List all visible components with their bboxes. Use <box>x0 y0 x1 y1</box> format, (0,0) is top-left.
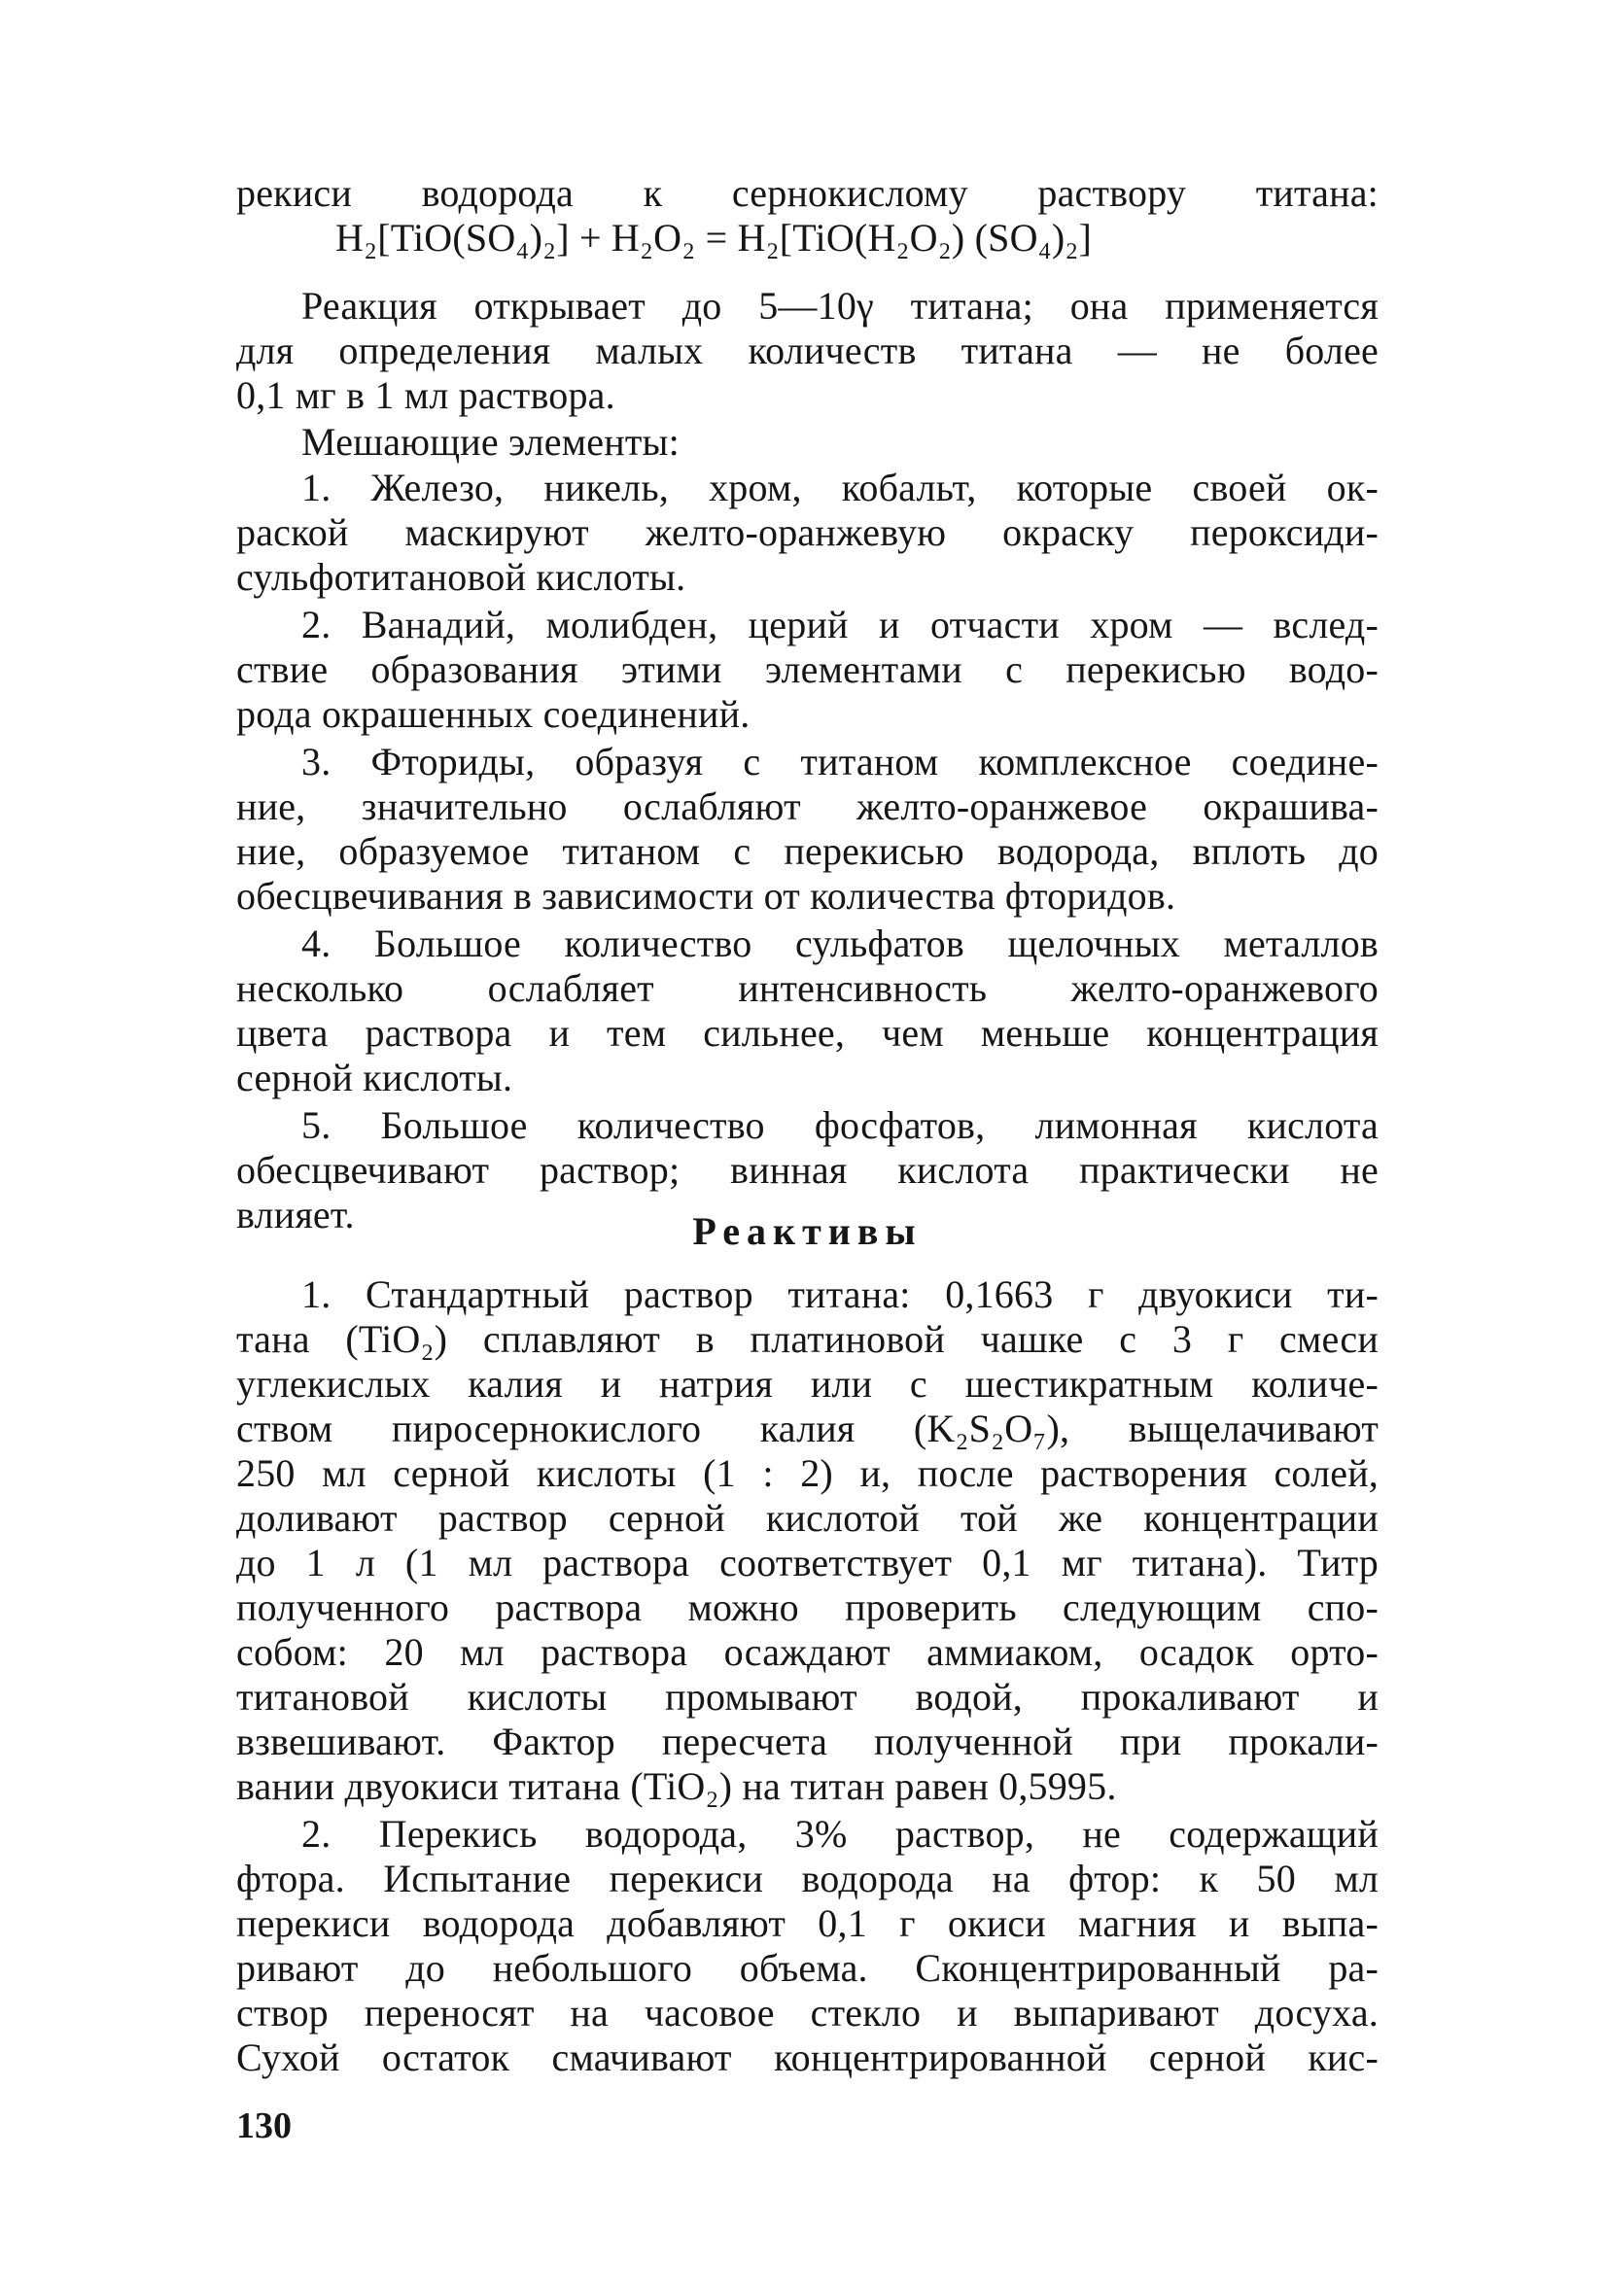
text-line-15: ние, образуемое титаном с перекисью водорода, вплоть до <box>236 830 1379 873</box>
text-line-26: тана (TiO₂) сплавляют в платиновой чашке с 3 г смеси <box>236 1318 1379 1361</box>
text-line-03: Реакция открывает до 5—10γ титана; она применяется <box>301 285 1379 328</box>
text-line-08: раской маскируют желто-оранжевую окраску пероксиди- <box>236 511 1379 554</box>
text-line-27: углекислых калия и натрия или с шестикратным количе- <box>236 1363 1379 1406</box>
text-line-38: фтора. Испытание перекиси водорода на фтор: к 50 мл <box>236 1858 1379 1900</box>
text-line-10: 2. Ванадий, молибден, церий и отчасти хром — вслед- <box>301 604 1379 646</box>
text-line-06: Мешающие элементы: <box>301 421 680 464</box>
text-line-29: 250 мл серной кислоты (1 : 2) и, после растворения солей, <box>236 1452 1379 1495</box>
text-line-14: ние, значительно ослабляют желто-оранжевое окрашива- <box>236 785 1379 828</box>
chemical-equation: H₂[TiO(SO₄)₂] + H₂O₂ = H₂[TiO(H₂O₂) (SO₄)₂] <box>335 217 1093 260</box>
text-line-11: ствие образования этими элементами с перекисью водо- <box>236 648 1379 691</box>
text-line-04: для определения малых количеств титана — не более <box>236 330 1379 372</box>
text-line-39: перекиси водорода добавляют 0,1 г окиси магния и выпа- <box>236 1902 1379 1945</box>
text-line-17: 4. Большое количество сульфатов щелочных металлов <box>301 922 1379 965</box>
text-line-30: доливают раствор серной кислотой той же концентрации <box>236 1497 1379 1540</box>
text-line-07: 1. Железо, никель, хром, кобальт, которые своей ок- <box>301 467 1379 509</box>
text-line-18: несколько ослабляет интенсивность желто-оранжевого <box>236 967 1379 1010</box>
text-line-41: створ переносят на часовое стекло и выпаривают досуха. <box>236 1992 1379 2035</box>
text-line-20: серной кислоты. <box>236 1057 513 1099</box>
text-line-35: взвешивают. Фактор пересчета полученной при прокали- <box>236 1721 1379 1763</box>
text-line-09: сульфотитановой кислоты. <box>236 556 686 599</box>
text-line-31: до 1 л (1 мл раствора соответствует 0,1 мг титана). Титр <box>236 1542 1379 1584</box>
text-line-21: 5. Большое количество фосфатов, лимонная кислота <box>301 1104 1379 1147</box>
text-line-28: ством пиросернокислого калия (K₂S₂O₇), выщелачивают <box>236 1408 1379 1450</box>
text-line-22: обесцвечивают раствор; винная кислота практически не <box>236 1149 1379 1192</box>
text-line-33: собом: 20 мл раствора осаждают аммиаком, осадок орто- <box>236 1631 1379 1674</box>
text-line-25: 1. Стандартный раствор титана: 0,1663 г двуокиси ти- <box>301 1273 1379 1316</box>
text-line-42: Сухой остаток смачивают концентрированной серной кис- <box>236 2036 1379 2079</box>
text-line-37: 2. Перекись водорода, 3% раствор, не содержащий <box>301 1813 1379 1856</box>
text-line-32: полученного раствора можно проверить следующим спо- <box>236 1586 1379 1629</box>
text-line-40: ривают до небольшого объема. Сконцентрированный ра- <box>236 1947 1379 1990</box>
page-number: 130 <box>236 2105 292 2146</box>
text-line-34: титановой кислоты промывают водой, прокаливают и <box>236 1676 1379 1719</box>
text-line-05: 0,1 мг в 1 мл раствора. <box>236 374 615 417</box>
text-line-13: 3. Фториды, образуя с титаном комплексное соедине- <box>301 741 1379 783</box>
text-line-36: вании двуокиси титана (TiO₂) на титан равен 0,5995. <box>236 1765 1117 1808</box>
text-line-16: обесцвечивания в зависимости от количества фторидов. <box>236 875 1176 918</box>
text-line-01: рекиси водорода к сернокислому раствору титана: <box>236 172 1379 215</box>
text-line-12: рода окрашенных соединений. <box>236 693 751 736</box>
text-line-23: влияет. <box>236 1194 355 1236</box>
section-heading: Реактивы <box>692 1210 923 1253</box>
text-line-19: цвета раствора и тем сильнее, чем меньше концентрация <box>236 1012 1379 1055</box>
